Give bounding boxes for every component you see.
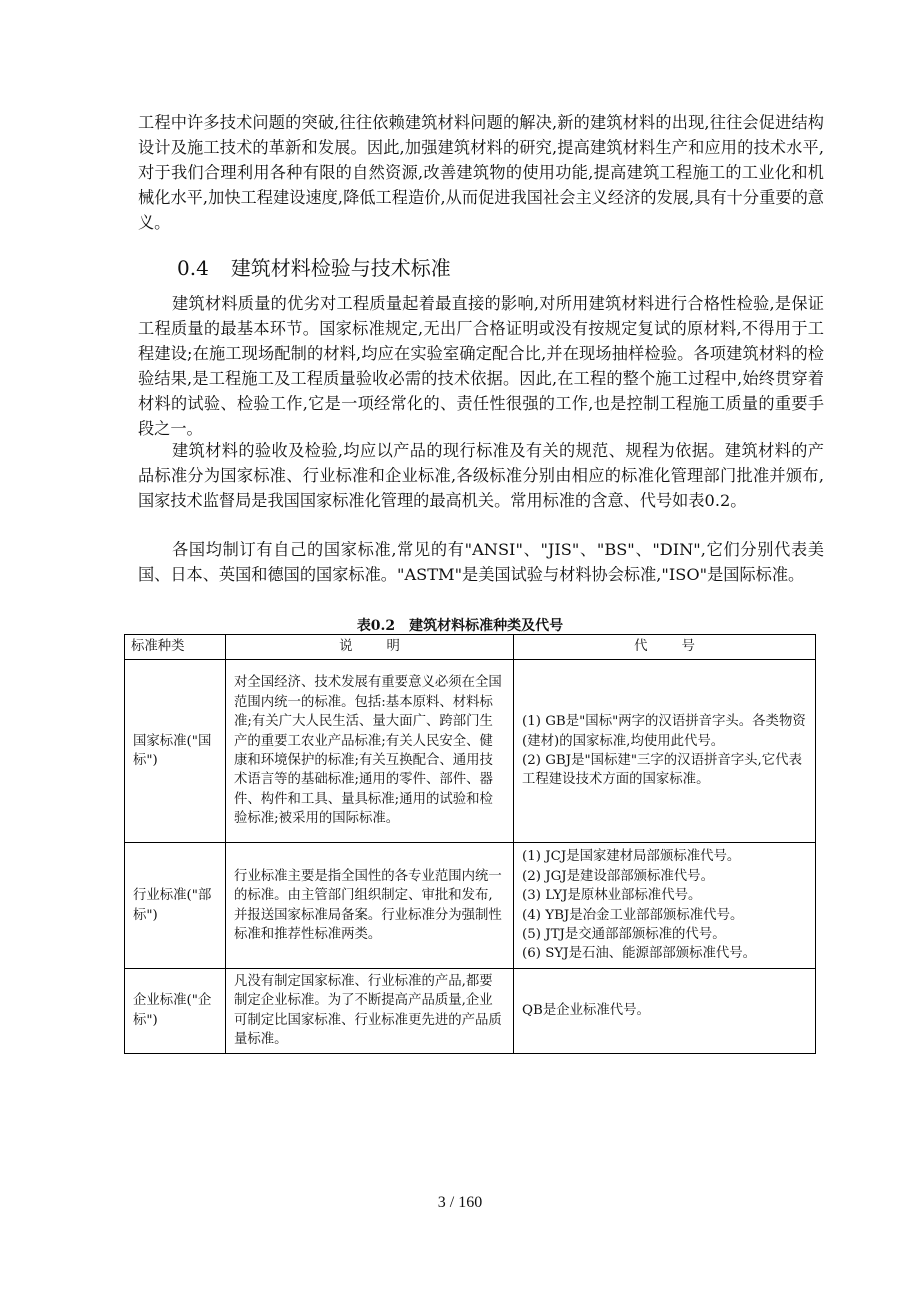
row-kind: 国家标准("国标") bbox=[125, 660, 226, 843]
section-title: 建筑材料检验与技术标准 bbox=[230, 256, 451, 280]
code-item: (1) GB是"国标"两字的汉语拼音字头。各类物资(建材)的国家标准,均使用此代号。 bbox=[522, 714, 806, 749]
code-item: (5) JTJ是交通部部颁标准的代号。 bbox=[522, 926, 726, 942]
section-heading bbox=[177, 254, 451, 282]
body-paragraph: 工程中许多技术问题的突破,往往依赖建筑材料问题的解决,新的建筑材料的出现,往往会促进结构设计及施工技术的革新和发展。因此,加强建筑材料的研究,提高建筑材料生产和应用的技术水平,对于我们合理利用各种有限的自然资源,改善建筑物的使用功能,提高建筑工程施工的工业化和机械化水平,加快工程建设速度,降低工程造价,从而促进我国社会主义经济的发展,具有十分重要的意义。 bbox=[138, 113, 824, 232]
table-row bbox=[125, 843, 816, 969]
header-code bbox=[514, 635, 816, 660]
header-code-b: 号 bbox=[681, 639, 695, 655]
body-paragraph: 建筑材料的验收及检验,均应以产品的现行标准及有关的规范、规程为依据。建筑材料的产品标准分为国家标准、行业标准和企业标准,各级标准分别由相应的标准化管理部门批准并颁布,国家技术监督局是我国国家标准化管理的最高机关。常用标准的含意、代号如表0.2。 bbox=[138, 441, 824, 510]
row-kind: 企业标准("企标") bbox=[125, 969, 226, 1054]
header-description-b: 明 bbox=[386, 639, 400, 655]
row-description: 凡没有制定国家标准、行业标准的产品,都要制定企业标准。为了不断提高产品质量,企业可制定比国家标准、行业标准更先进的产品质量标准。 bbox=[226, 969, 514, 1054]
header-kind: 标准种类 bbox=[125, 635, 226, 660]
code-item: (3) LYJ是原林业部标准代号。 bbox=[522, 888, 702, 904]
code-item: (4) YBJ是冶金工业部部颁标准代号。 bbox=[522, 907, 744, 923]
section-number: 0.4 bbox=[177, 256, 209, 280]
code-item: (1) JCJ是国家建材局部颁标准代号。 bbox=[522, 849, 741, 865]
row-codes bbox=[514, 969, 816, 1054]
table-header-row bbox=[125, 635, 816, 660]
row-description: 对全国经济、技术发展有重要意义必须在全国范围内统一的标准。包括:基本原料、材料标准;有关广大人民生活、量大面广、跨部门生产的重要工农业产品标准;有关人民安全、健康和环境保护的标准;有关互换配合、通用技术语言等的基础标准;通用的零件、部件、器件、构件和工具、量具标准;通用的试验和检验标准;被采用的国际标准。 bbox=[226, 660, 514, 843]
table-caption bbox=[0, 615, 920, 635]
code-item: (2) JGJ是建设部部颁标准代号。 bbox=[522, 868, 714, 884]
row-codes bbox=[514, 660, 816, 843]
table-caption-title: 建筑材料标准种类及代号 bbox=[409, 618, 564, 634]
code-item: (6) SYJ是石油、能源部部颁标准代号。 bbox=[522, 946, 757, 962]
code-item: (2) GBJ是"国标建"三字的汉语拼音字头,它代表工程建设技术方面的国家标准。 bbox=[522, 753, 802, 788]
row-description: 行业标准主要是指全国性的各专业范围内统一的标准。由主管部门组织制定、审批和发布,并报送国家标准局备案。行业标准分为强制性标准和推荐性标准两类。 bbox=[226, 843, 514, 969]
table-row bbox=[125, 660, 816, 843]
body-paragraph: 各国均制订有自己的国家标准,常见的有"ANSI"、"JIS"、"BS"、"DIN",它们分别代表美国、日本、英国和德国的国家标准。"ASTM"是美国试验与材料协会标准,"ISO"是国际标准。 bbox=[138, 540, 824, 584]
table-caption-number: 表0.2 bbox=[356, 618, 396, 634]
code-item: QB是企业标准代号。 bbox=[522, 1003, 650, 1019]
row-kind: 行业标准("部标") bbox=[125, 843, 226, 969]
header-code-a: 代 bbox=[634, 639, 648, 655]
body-paragraph: 建筑材料质量的优劣对工程质量起着最直接的影响,对所用建筑材料进行合格性检验,是保证工程质量的最基本环节。国家标准规定,无出厂合格证明或没有按规定复试的原材料,不得用于工程建设;在施工现场配制的材料,均应在实验室确定配合比,并在现场抽样检验。各项建筑材料的检验结果,是工程施工及工程质量验收必需的技术依据。因此,在工程的整个施工过程中,始终贯穿着材料的试验、检验工作,它是一项经常化的、责任性很强的工作,也是控制工程施工质量的重要手段之一。 bbox=[138, 294, 824, 438]
header-description-a: 说 bbox=[339, 639, 353, 655]
page-number: 3 / 160 bbox=[437, 1194, 483, 1211]
table-row bbox=[125, 969, 816, 1054]
standards-table bbox=[124, 634, 816, 1054]
row-codes bbox=[514, 843, 816, 969]
header-description bbox=[226, 635, 514, 660]
